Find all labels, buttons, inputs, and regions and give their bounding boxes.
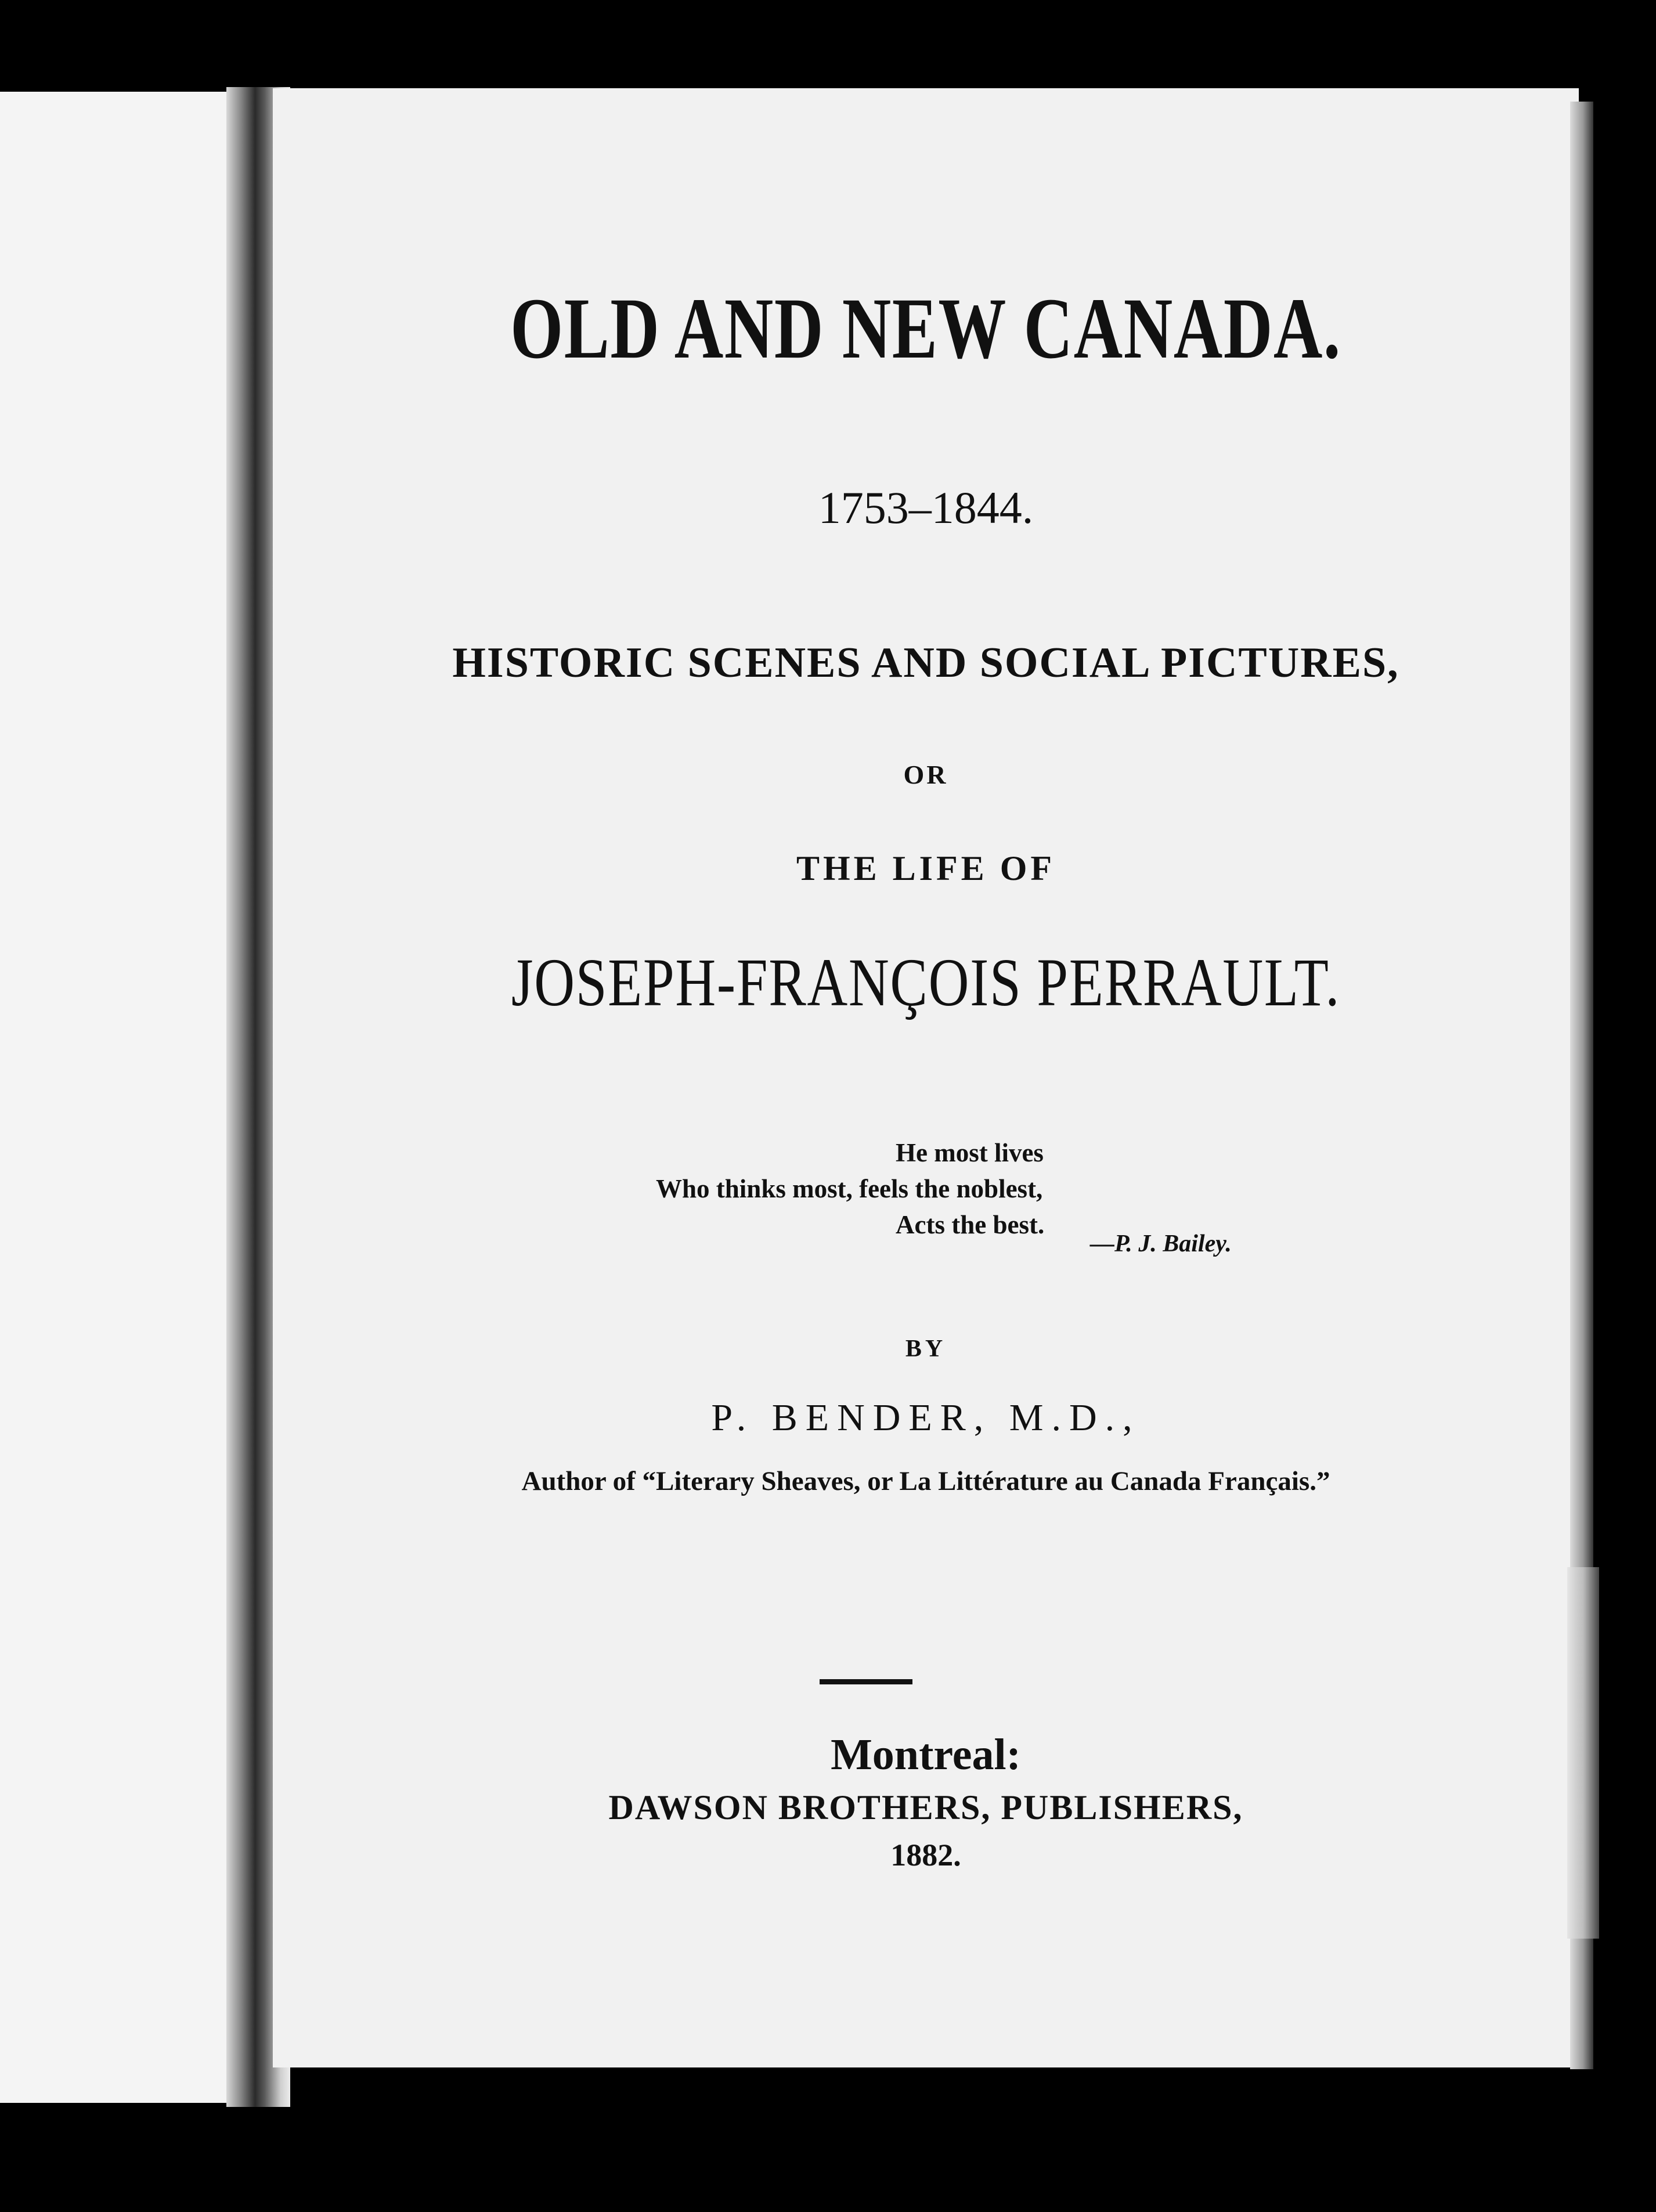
epigraph-attribution: —P. J. Bailey. — [1090, 1231, 1232, 1257]
author-name: P. BENDER, M.D., — [711, 1397, 1141, 1439]
epigraph-line: He most lives — [896, 1138, 1044, 1167]
epigraph-line: Who thinks most, feels the noblest, — [656, 1174, 1043, 1203]
divider-rule — [820, 1679, 912, 1684]
by-label: BY — [905, 1336, 947, 1362]
date-range: 1753–1844. — [818, 482, 1034, 533]
publisher-name: DAWSON BROTHERS, PUBLISHERS, — [608, 1788, 1243, 1827]
facing-page — [0, 92, 235, 2103]
conjunction: OR — [903, 760, 948, 789]
author-credit: Author of “Literary Sheaves, or La Littérature au Canada Français.” — [521, 1466, 1330, 1496]
book-subtitle: HISTORIC SCENES AND SOCIAL PICTURES, — [452, 639, 1399, 687]
life-of-heading: THE LIFE OF — [796, 849, 1056, 887]
subject-name: JOSEPH-FRANÇOIS PERRAULT. — [511, 944, 1341, 1020]
epigraph-line: Acts the best. — [896, 1210, 1045, 1239]
imprint-city: Montreal: — [831, 1730, 1021, 1779]
book-title: OLD AND NEW CANADA. — [510, 280, 1341, 377]
publication-year: 1882. — [890, 1838, 961, 1872]
